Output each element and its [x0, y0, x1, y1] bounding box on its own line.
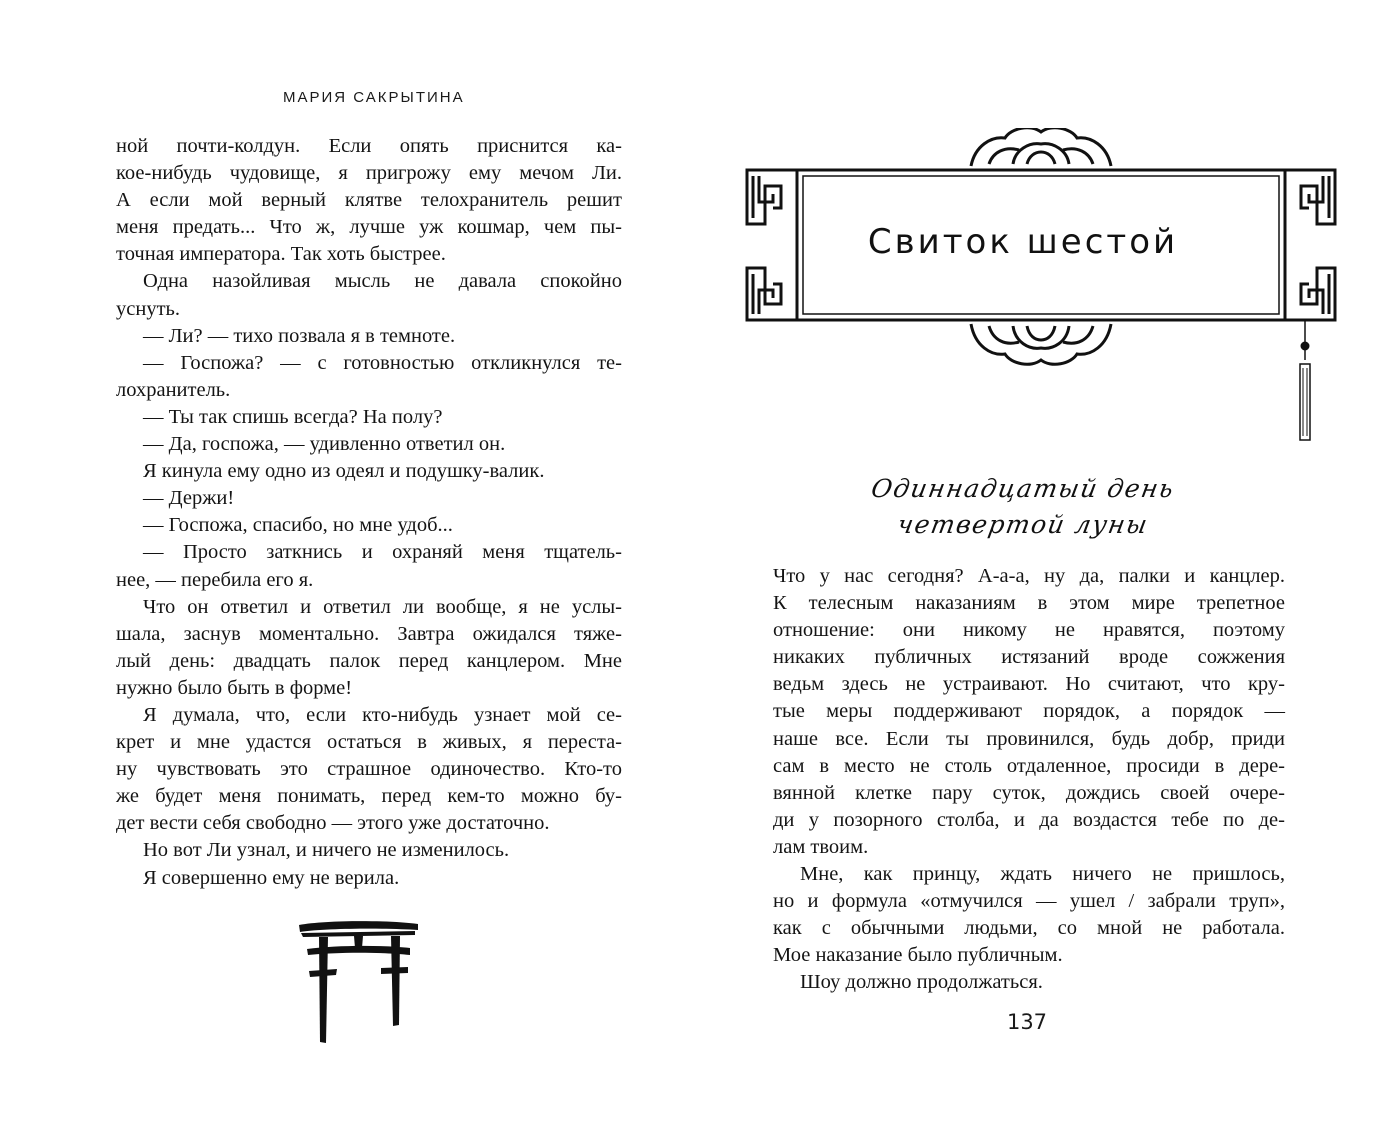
text-line: же будет меня понимать, перед кем-то можно бу- — [116, 785, 622, 808]
text-line: лый день: двадцать палок перед канцлером. Мне — [116, 649, 622, 672]
text-line: кое-нибудь чудовище, я пригрожу ему мечом Ли. — [116, 162, 622, 185]
running-head-author: МАРИЯ САКРЫТИНА — [283, 89, 465, 106]
torii-gate-icon — [297, 915, 421, 1043]
text-line: тые меры поддерживают порядок, а порядок — — [773, 700, 1285, 723]
chapter-date-line-2: четвертой луны — [895, 510, 1151, 539]
text-line: ди у позорного столба, и да воздастся тебе по де- — [773, 808, 1285, 831]
text-line: Я совершенно ему не верила. — [143, 866, 400, 889]
text-line: Что он ответил и ответил ли вообще, я не услы- — [143, 595, 622, 618]
text-line: как с обычными людьми, со мной не работала. — [773, 917, 1285, 940]
text-line: — Да, госпожа, — удивленно ответил он. — [143, 433, 506, 456]
ornamental-scroll-frame — [743, 128, 1339, 446]
text-line: Я думала, что, если кто-нибудь узнает мой се- — [143, 703, 622, 726]
text-line: — Держи! — [143, 487, 235, 510]
text-line: Одна назойливая мысль не давала спокойно — [143, 270, 622, 293]
text-line: Шоу должно продолжаться. — [800, 971, 1043, 994]
text-line: — Ты так спишь всегда? На полу? — [143, 405, 443, 428]
text-line: — Госпожа? — с готовностью откликнулся те- — [143, 351, 622, 374]
text-line: нужно было быть в форме! — [116, 676, 353, 699]
chapter-title: Свиток шестой — [867, 222, 1179, 262]
text-line: уснуть. — [116, 297, 181, 320]
text-line: вянной клетке пару суток, дождись своей очере- — [773, 781, 1285, 804]
text-line: шала, заснув моментально. Завтра ожидался тяже- — [116, 622, 622, 645]
text-line: Мое наказание было публичным. — [773, 944, 1063, 967]
text-line: — Госпожа, спасибо, но мне удоб... — [143, 514, 453, 537]
right-page — [697, 0, 1394, 1125]
text-line: ну чувствовать это страшное одиночество. Кто-то — [116, 758, 622, 781]
text-line: меня предать... Что ж, лучше уж кошмар, чем пы- — [116, 216, 622, 239]
text-line: отношение: они никому не нравятся, поэтому — [773, 619, 1285, 642]
text-line: лохранитель. — [116, 378, 231, 401]
text-line: никаких публичных истязаний вроде сожжения — [773, 646, 1285, 669]
text-line: крет и мне удастся остаться в живых, я переста- — [116, 731, 622, 754]
page-number: 137 — [1006, 1010, 1048, 1034]
text-line: Я кинула ему одно из одеял и подушку-валик. — [143, 460, 545, 483]
text-line: сам в место не столь отдаленное, просиди в дере- — [773, 754, 1285, 777]
text-line: ведьм здесь не устраивают. Но считают, что кру- — [773, 673, 1285, 696]
text-line: нее, — перебила его я. — [116, 568, 314, 591]
text-line: К телесным наказаниям в этом мире трепетное — [773, 592, 1285, 615]
text-line: Что у нас сегодня? А-а-а, ну да, палки и канцлер. — [773, 565, 1285, 587]
text-line: — Просто заткнись и охраняй меня тщатель- — [143, 541, 622, 564]
right-page-text — [773, 563, 1285, 997]
text-line: — Ли? — тихо позвала я в темноте. — [143, 324, 456, 347]
text-line: Но вот Ли узнал, и ничего не изменилось. — [143, 839, 510, 862]
left-page-text — [116, 133, 622, 892]
text-line: А если мой верный клятве телохранитель решит — [116, 189, 622, 212]
chapter-date-line-1: Одиннадцатый день — [869, 474, 1177, 503]
text-line: дет вести себя свободно — этого уже достаточно. — [116, 812, 550, 835]
text-line: точная императора. Так хоть быстрее. — [116, 243, 446, 266]
text-line: наше все. Если ты провинился, будь добр, приди — [773, 727, 1285, 750]
text-line: но и формула «отмучился — ушел / забрали труп», — [773, 890, 1285, 913]
text-line: ной почти-колдун. Если опять приснится ка- — [116, 135, 622, 157]
text-line: лам твоим. — [773, 835, 869, 858]
text-line: Мне, как принцу, ждать ничего не пришлось, — [800, 863, 1285, 886]
